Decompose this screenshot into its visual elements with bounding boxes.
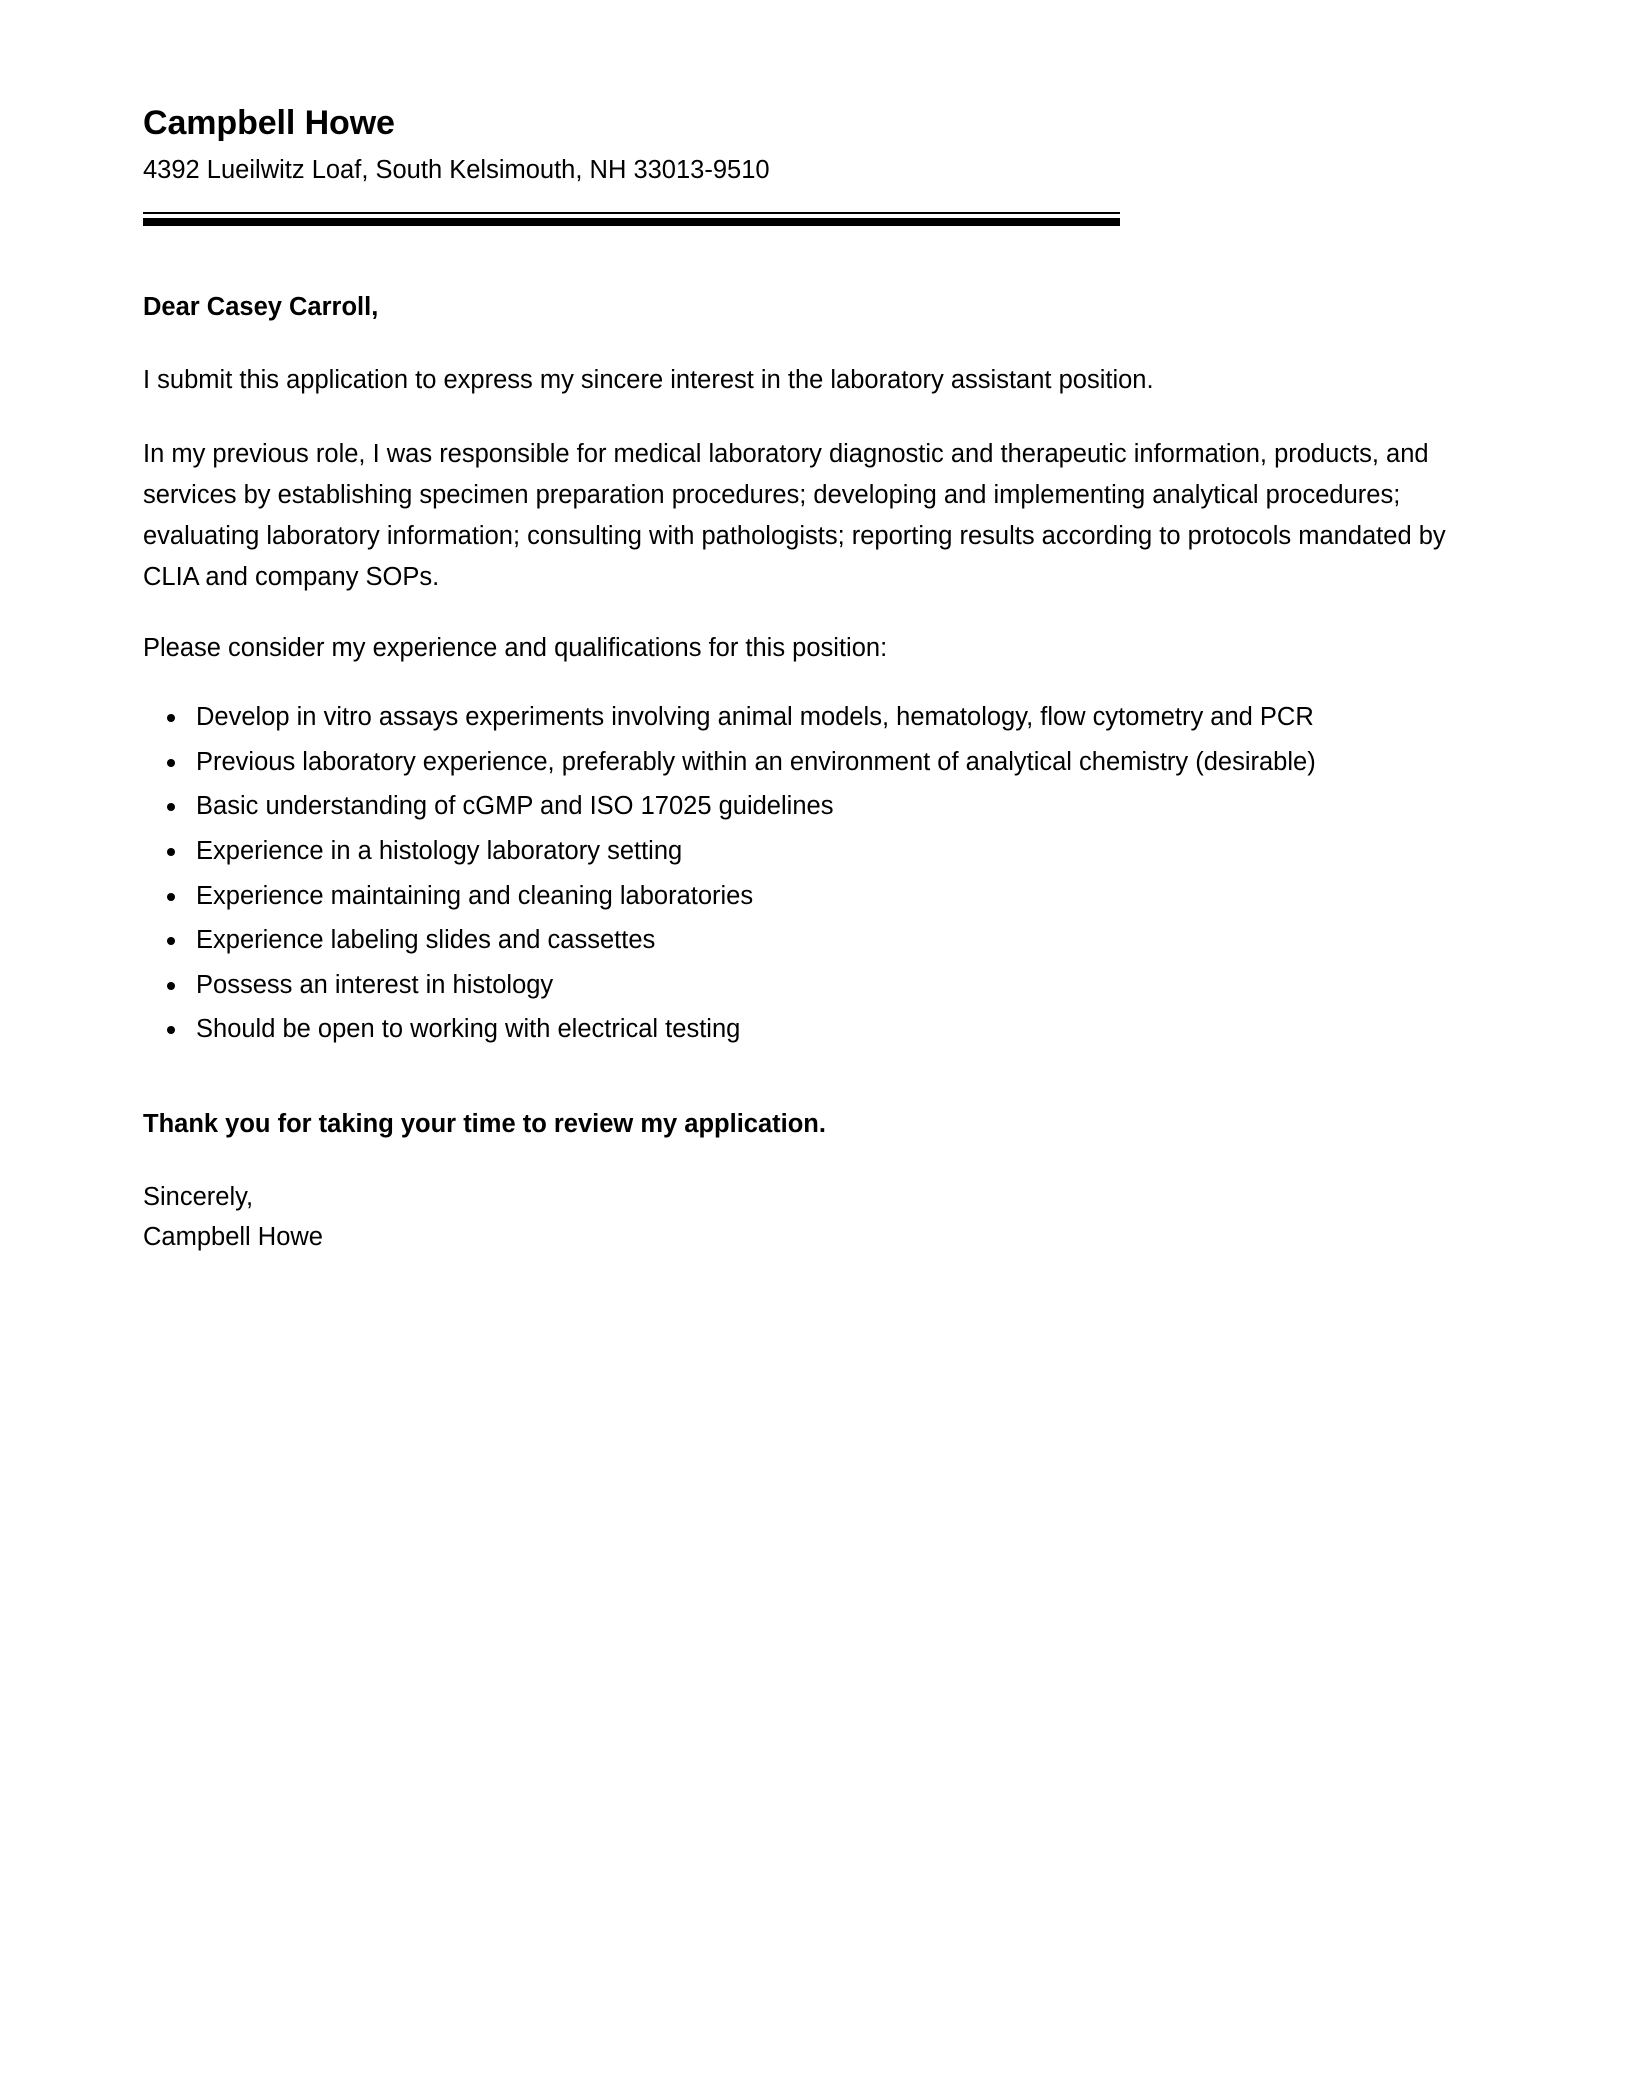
list-item-text: Previous laboratory experience, preferably within an environment of analytical chemistry (desirable) xyxy=(196,747,1316,776)
list-item-text: Should be open to working with electrical testing xyxy=(196,1015,741,1044)
list-item-text: Experience labeling slides and cassettes xyxy=(196,926,656,955)
list-item xyxy=(143,925,1488,956)
bullet-icon xyxy=(167,803,175,811)
experience-paragraph: In my previous role, I was responsible for medical laboratory diagnostic and therapeutic information, products, and services by establishing specimen preparation procedures; developing and implementing analytical procedures; evaluating laboratory information; consulting with pathologists; reporting results according to protocols mandated by CLIA and company SOPs. xyxy=(143,440,1446,591)
bullet-icon xyxy=(167,982,175,990)
sign-off-line: Sincerely, xyxy=(143,1182,254,1211)
list-item xyxy=(143,881,1488,912)
closing-block xyxy=(143,1106,1488,1258)
intro-paragraph: I submit this application to express my sincere interest in the laboratory assistant position. xyxy=(143,366,1154,395)
document-content xyxy=(143,0,1488,1257)
bullet-icon xyxy=(167,714,175,722)
list-item xyxy=(143,791,1488,822)
list-item xyxy=(143,836,1488,867)
list-item xyxy=(143,1014,1488,1045)
list-item xyxy=(143,702,1488,733)
list-item-text: Possess an interest in histology xyxy=(196,970,554,999)
list-item-text: Experience in a histology laboratory setting xyxy=(196,836,683,865)
qualifications-list xyxy=(143,702,1488,1045)
signature-block xyxy=(143,1177,1488,1258)
letterhead xyxy=(143,0,1488,190)
letterhead-divider xyxy=(143,212,1120,226)
letter-body xyxy=(143,289,1488,1257)
salutation: Dear Casey Carroll, xyxy=(143,293,379,322)
bullet-icon xyxy=(167,937,175,945)
bullet-icon xyxy=(167,848,175,856)
sender-address: 4392 Lueilwitz Loaf, South Kelsimouth, NH 33013-9510 xyxy=(143,156,770,185)
bullet-icon xyxy=(167,759,175,767)
divider-thick-line xyxy=(143,218,1120,226)
list-item xyxy=(143,970,1488,1001)
signature-name: Campbell Howe xyxy=(143,1223,323,1252)
bullet-icon xyxy=(167,893,175,901)
bullet-icon xyxy=(167,1026,175,1034)
sender-name: Campbell Howe xyxy=(143,104,395,142)
qualifications-lead-in: Please consider my experience and qualifications for this position: xyxy=(143,634,888,663)
list-item-text: Basic understanding of cGMP and ISO 17025 guidelines xyxy=(196,792,834,821)
list-item-text: Develop in vitro assays experiments involving animal models, hematology, flow cytometry and PCR xyxy=(196,703,1314,732)
list-item xyxy=(143,747,1488,778)
thank-you-line: Thank you for taking your time to review my application. xyxy=(143,1109,826,1138)
list-item-text: Experience maintaining and cleaning laboratories xyxy=(196,881,754,910)
